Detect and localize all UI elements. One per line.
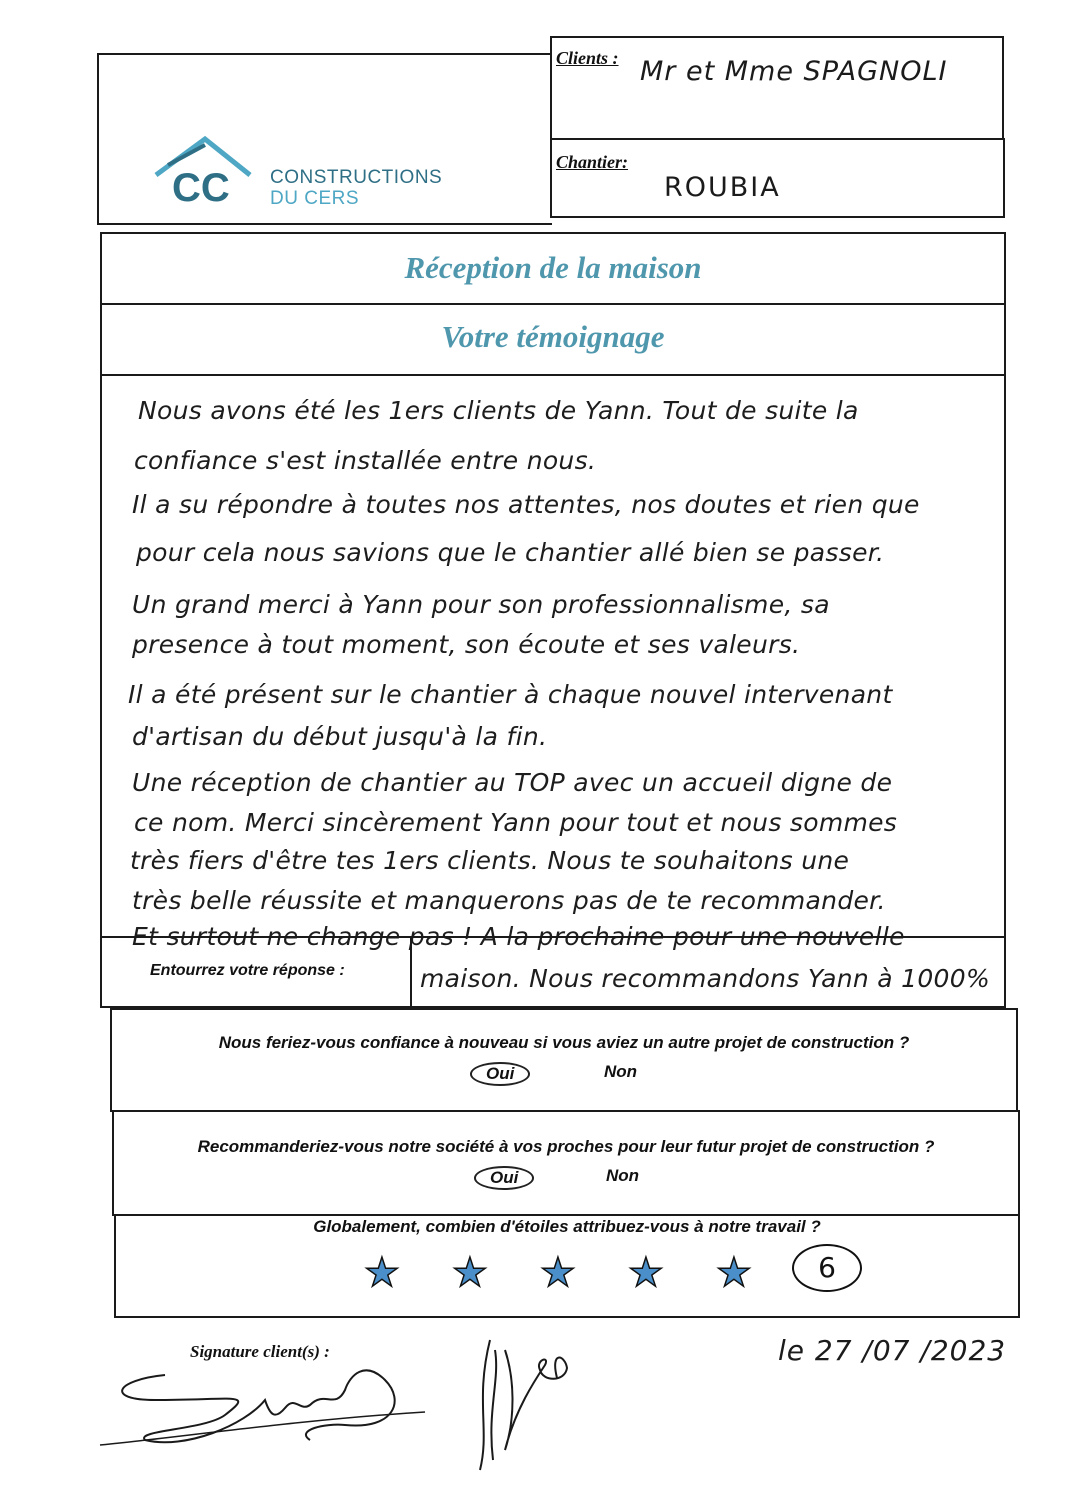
question1-box <box>110 1008 1018 1112</box>
company-name-line1: CONSTRUCTIONS <box>270 167 443 188</box>
testimonial-line: Il a été présent sur le chantier à chaque nouvel intervenant <box>128 680 893 709</box>
company-logo <box>150 135 480 215</box>
svg-text:CC: CC <box>172 166 230 210</box>
q1-oui-answer-circled[interactable]: Oui <box>470 1062 530 1086</box>
clients-value: Mr et Mme SPAGNOLI <box>640 56 948 87</box>
testimonial-line: maison. Nous recommandons Yann à 1000% <box>420 964 991 993</box>
entourez-label: Entourrez votre réponse : <box>150 962 345 979</box>
question3-box <box>114 1214 1020 1318</box>
testimonial-line: Un grand merci à Yann pour son professionnalisme, sa <box>132 590 830 619</box>
chantier-value: ROUBIA <box>664 172 781 203</box>
chantier-label: Chantier: <box>556 152 629 172</box>
entourez-row-divider <box>410 936 412 1008</box>
testimonial-line: Et surtout ne change pas ! A la prochaine pour une nouvelle <box>132 922 905 951</box>
question2-box <box>112 1110 1020 1216</box>
star-icon[interactable]: ★ <box>628 1251 664 1295</box>
signature-label: Signature client(s) : <box>190 1342 330 1361</box>
house-roof-icon <box>150 135 270 210</box>
reception-title: Réception de la maison <box>404 250 702 285</box>
q1-non-answer[interactable]: Non <box>604 1062 638 1081</box>
testimonial-line: très belle réussite et manquerons pas de te recommander. <box>132 886 886 915</box>
q2-oui-answer-circled[interactable]: Oui <box>474 1166 534 1190</box>
circled-rating: 6 <box>792 1244 862 1292</box>
entourez-row-top-line <box>100 936 1006 938</box>
star-icon[interactable]: ★ <box>364 1251 400 1295</box>
testimonial-line: Nous avons été les 1ers clients de Yann. Tout de suite la <box>138 396 859 425</box>
star-icon[interactable]: ★ <box>452 1251 488 1295</box>
subtitle-divider <box>100 374 1006 376</box>
question2-text: Recommanderiez-vous notre société à vos proches pour leur futur projet de construction ? <box>197 1137 935 1156</box>
question3-text: Globalement, combien d'étoiles attribuez-vous à notre travail ? <box>313 1217 821 1236</box>
question1-text: Nous feriez-vous confiance à nouveau si vous aviez un autre projet de construction ? <box>218 1033 910 1052</box>
temoignage-title-row <box>100 304 1006 374</box>
star-icon[interactable]: ★ <box>540 1251 576 1295</box>
temoignage-title: Votre témoignage <box>441 319 665 354</box>
clients-label: Clients : <box>556 48 619 68</box>
testimonial-line: presence à tout moment, son écoute et ses valeurs. <box>132 630 801 659</box>
reception-title-row <box>100 232 1006 304</box>
testimonial-line: Il a su répondre à toutes nos attentes, nos doutes et rien que <box>132 490 920 519</box>
testimonial-line: très fiers d'être tes 1ers clients. Nous te souhaitons une <box>130 846 850 875</box>
testimonial-line: ce nom. Merci sincèrement Yann pour tout et nous sommes <box>134 808 898 837</box>
testimonial-line: confiance s'est installée entre nous. <box>134 446 597 475</box>
star-icon[interactable]: ★ <box>716 1251 752 1295</box>
signature-date: le 27 /07 /2023 <box>778 1334 1007 1367</box>
testimonial-line: Une réception de chantier au TOP avec un accueil digne de <box>132 768 893 797</box>
testimonial-line: pour cela nous savions que le chantier allé bien se passer. <box>136 538 885 567</box>
company-name-line2: DU CERS <box>270 188 360 209</box>
q2-non-answer[interactable]: Non <box>606 1166 640 1185</box>
testimonial-line: d'artisan du début jusqu'à la fin. <box>132 722 548 751</box>
client-signature <box>95 1320 615 1480</box>
